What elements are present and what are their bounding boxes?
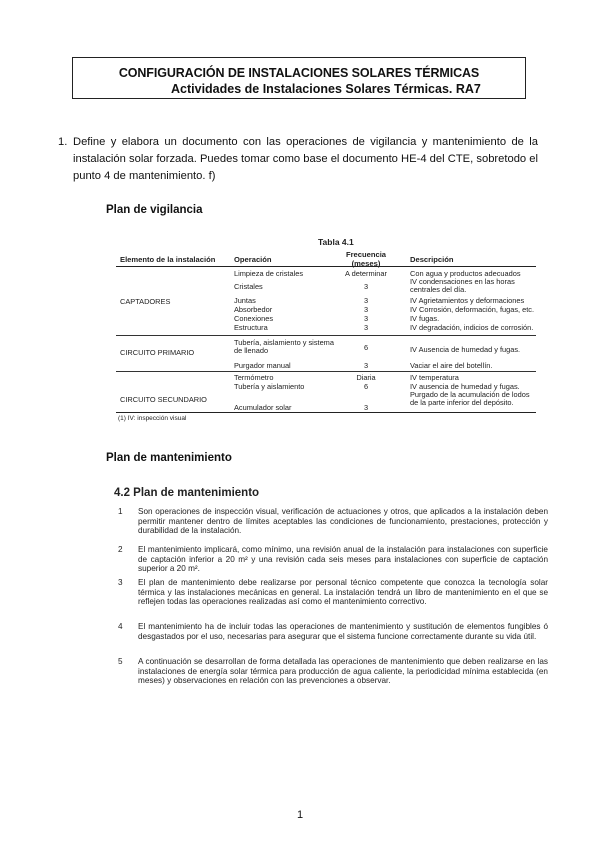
document-subtitle: Actividades de Instalaciones Solares Térmicas. RA7	[171, 82, 481, 96]
table-cell-op: Absorbedor	[234, 305, 273, 314]
table-cell-desc: IV degradación, indicios de corrosión.	[410, 323, 534, 332]
table-cell-desc: IV Agrietamientos y deformaciones	[410, 296, 525, 305]
table-cell-desc: IV condensaciones en las horas centrales del día.	[410, 277, 515, 295]
col-header-elemento: Elemento de la instalación	[120, 255, 216, 264]
document-header-box	[72, 57, 526, 99]
table-cell-op: Conexiones	[234, 314, 274, 323]
table-cell-op: Limpieza de cristales	[234, 269, 304, 278]
table-cell-desc: IV Corrosión, deformación, fugas, etc.	[410, 305, 535, 314]
table-cell-op: Acumulador solar	[234, 403, 292, 412]
table-cell-desc: Vaciar el aire del botellín.	[410, 361, 493, 370]
table-title: Tabla 4.1	[318, 237, 354, 247]
col-header-frecuencia: Frecuencia (meses)	[345, 250, 387, 268]
question-number: 1.	[58, 136, 68, 148]
table-cell-freq: A determinar	[345, 269, 387, 278]
table-cell-op: Tubería y aislamiento	[234, 382, 305, 391]
list-item-text: El mantenimiento implicará, como mínimo, una revisión anual de la instalación para instalaciones con superficie de captación inferior a 20 m² y una revisión cada seis meses para instalaciones con superficie de captación superior a 20 m².	[138, 545, 548, 574]
table-footnote: (1) IV: inspección visual	[118, 415, 187, 422]
table-cell-op: Purgador manual	[234, 361, 291, 370]
table-cell-op: Cristales	[234, 282, 263, 291]
table-cell-freq: 3	[363, 305, 369, 314]
table-group-rule	[116, 335, 536, 336]
vigilancia-heading: Plan de vigilancia	[106, 204, 203, 216]
table-cell-freq: 6	[363, 343, 369, 352]
table-cell-freq: 3	[363, 323, 369, 332]
group-label-circuito-primario: CIRCUITO PRIMARIO	[120, 348, 195, 357]
list-item-number: 3	[118, 578, 123, 587]
list-item-number: 5	[118, 657, 123, 666]
col-header-descripcion: Descripción	[410, 255, 454, 264]
list-item-text: Son operaciones de inspección visual, verificación de actuaciones y otros, que aplicados a la instalación deben permitir mantener dentro de límites aceptables las condiciones de funcionamiento, prestaciones, protección y durabilidad de la instalación.	[138, 507, 548, 536]
mantenimiento-subheading: 4.2 Plan de mantenimiento	[114, 487, 260, 499]
table-bottom-rule	[116, 412, 536, 413]
table-cell-op: Juntas	[234, 296, 256, 305]
list-item-number: 2	[118, 545, 123, 554]
list-item-text: A continuación se desarrollan de forma detallada las operaciones de mantenimiento que deben realizarse en las instalaciones de energía solar térmica para producción de agua caliente, la periodicidad mínima establecida (en meses) y observaciones en relación con las prevenciones a observar.	[138, 657, 548, 686]
col-header-operacion: Operación	[234, 255, 272, 264]
table-cell-desc: IV ausencia de humedad y fugas.	[410, 382, 520, 391]
table-cell-freq: 3	[363, 296, 369, 305]
table-cell-freq: Diaria	[356, 373, 376, 382]
question-text: Define y elabora un documento con las operaciones de vigilancia y mantenimiento de la instalación solar forzada. Puedes tomar como base el documento HE-4 del CTE, sobretodo el punto 4 de mantenimiento. f)	[73, 136, 538, 182]
table-cell-desc: IV Ausencia de humedad y fugas.	[410, 345, 521, 354]
table-cell-op: Estructura	[234, 323, 268, 332]
group-label-circuito-secundario: CIRCUITO SECUNDARIO	[120, 395, 207, 404]
table-cell-freq: 3	[363, 282, 369, 291]
table-cell-desc: Con agua y productos adecuados	[410, 269, 521, 278]
table-cell-desc: IV fugas.	[410, 314, 440, 323]
list-item-text: El plan de mantenimiento debe realizarse por personal técnico competente que conozca la tecnología solar térmica y las instalaciones mecánicas en general. La instalación tendrá un libro de mantenimiento en el que se reflejen todas las operaciones realizadas así como el mantenimiento correctivo.	[138, 578, 548, 607]
list-item-number: 4	[118, 622, 123, 631]
table-cell-freq: 6	[363, 382, 369, 391]
table-group-rule	[116, 371, 536, 372]
page-number: 1	[296, 809, 304, 821]
table-cell-freq: 3	[363, 361, 369, 370]
table-cell-freq: 3	[363, 314, 369, 323]
table-header-rule	[116, 266, 536, 267]
list-item-text: El mantenimiento ha de incluir todas las operaciones de mantenimiento y sustitución de elementos fungibles ó desgastados por el uso, necesarias para asegurar que el sistema funcione correctamente durante su vida útil.	[138, 622, 548, 641]
table-cell-freq: 3	[363, 403, 369, 412]
table-cell-desc: IV temperatura	[410, 373, 459, 382]
table-cell-op: Tubería, aislamiento y sistema de llenado	[234, 338, 334, 356]
table-cell-desc: Purgado de la acumulación de lodos de la parte inferior del depósito.	[410, 390, 530, 408]
mantenimiento-heading: Plan de mantenimiento	[106, 452, 232, 464]
table-cell-op: Termómetro	[234, 373, 274, 382]
group-label-captadores: CAPTADORES	[120, 297, 171, 306]
document-title: CONFIGURACIÓN DE INSTALACIONES SOLARES TÉRMICAS	[118, 66, 480, 80]
list-item-number: 1	[118, 507, 123, 516]
